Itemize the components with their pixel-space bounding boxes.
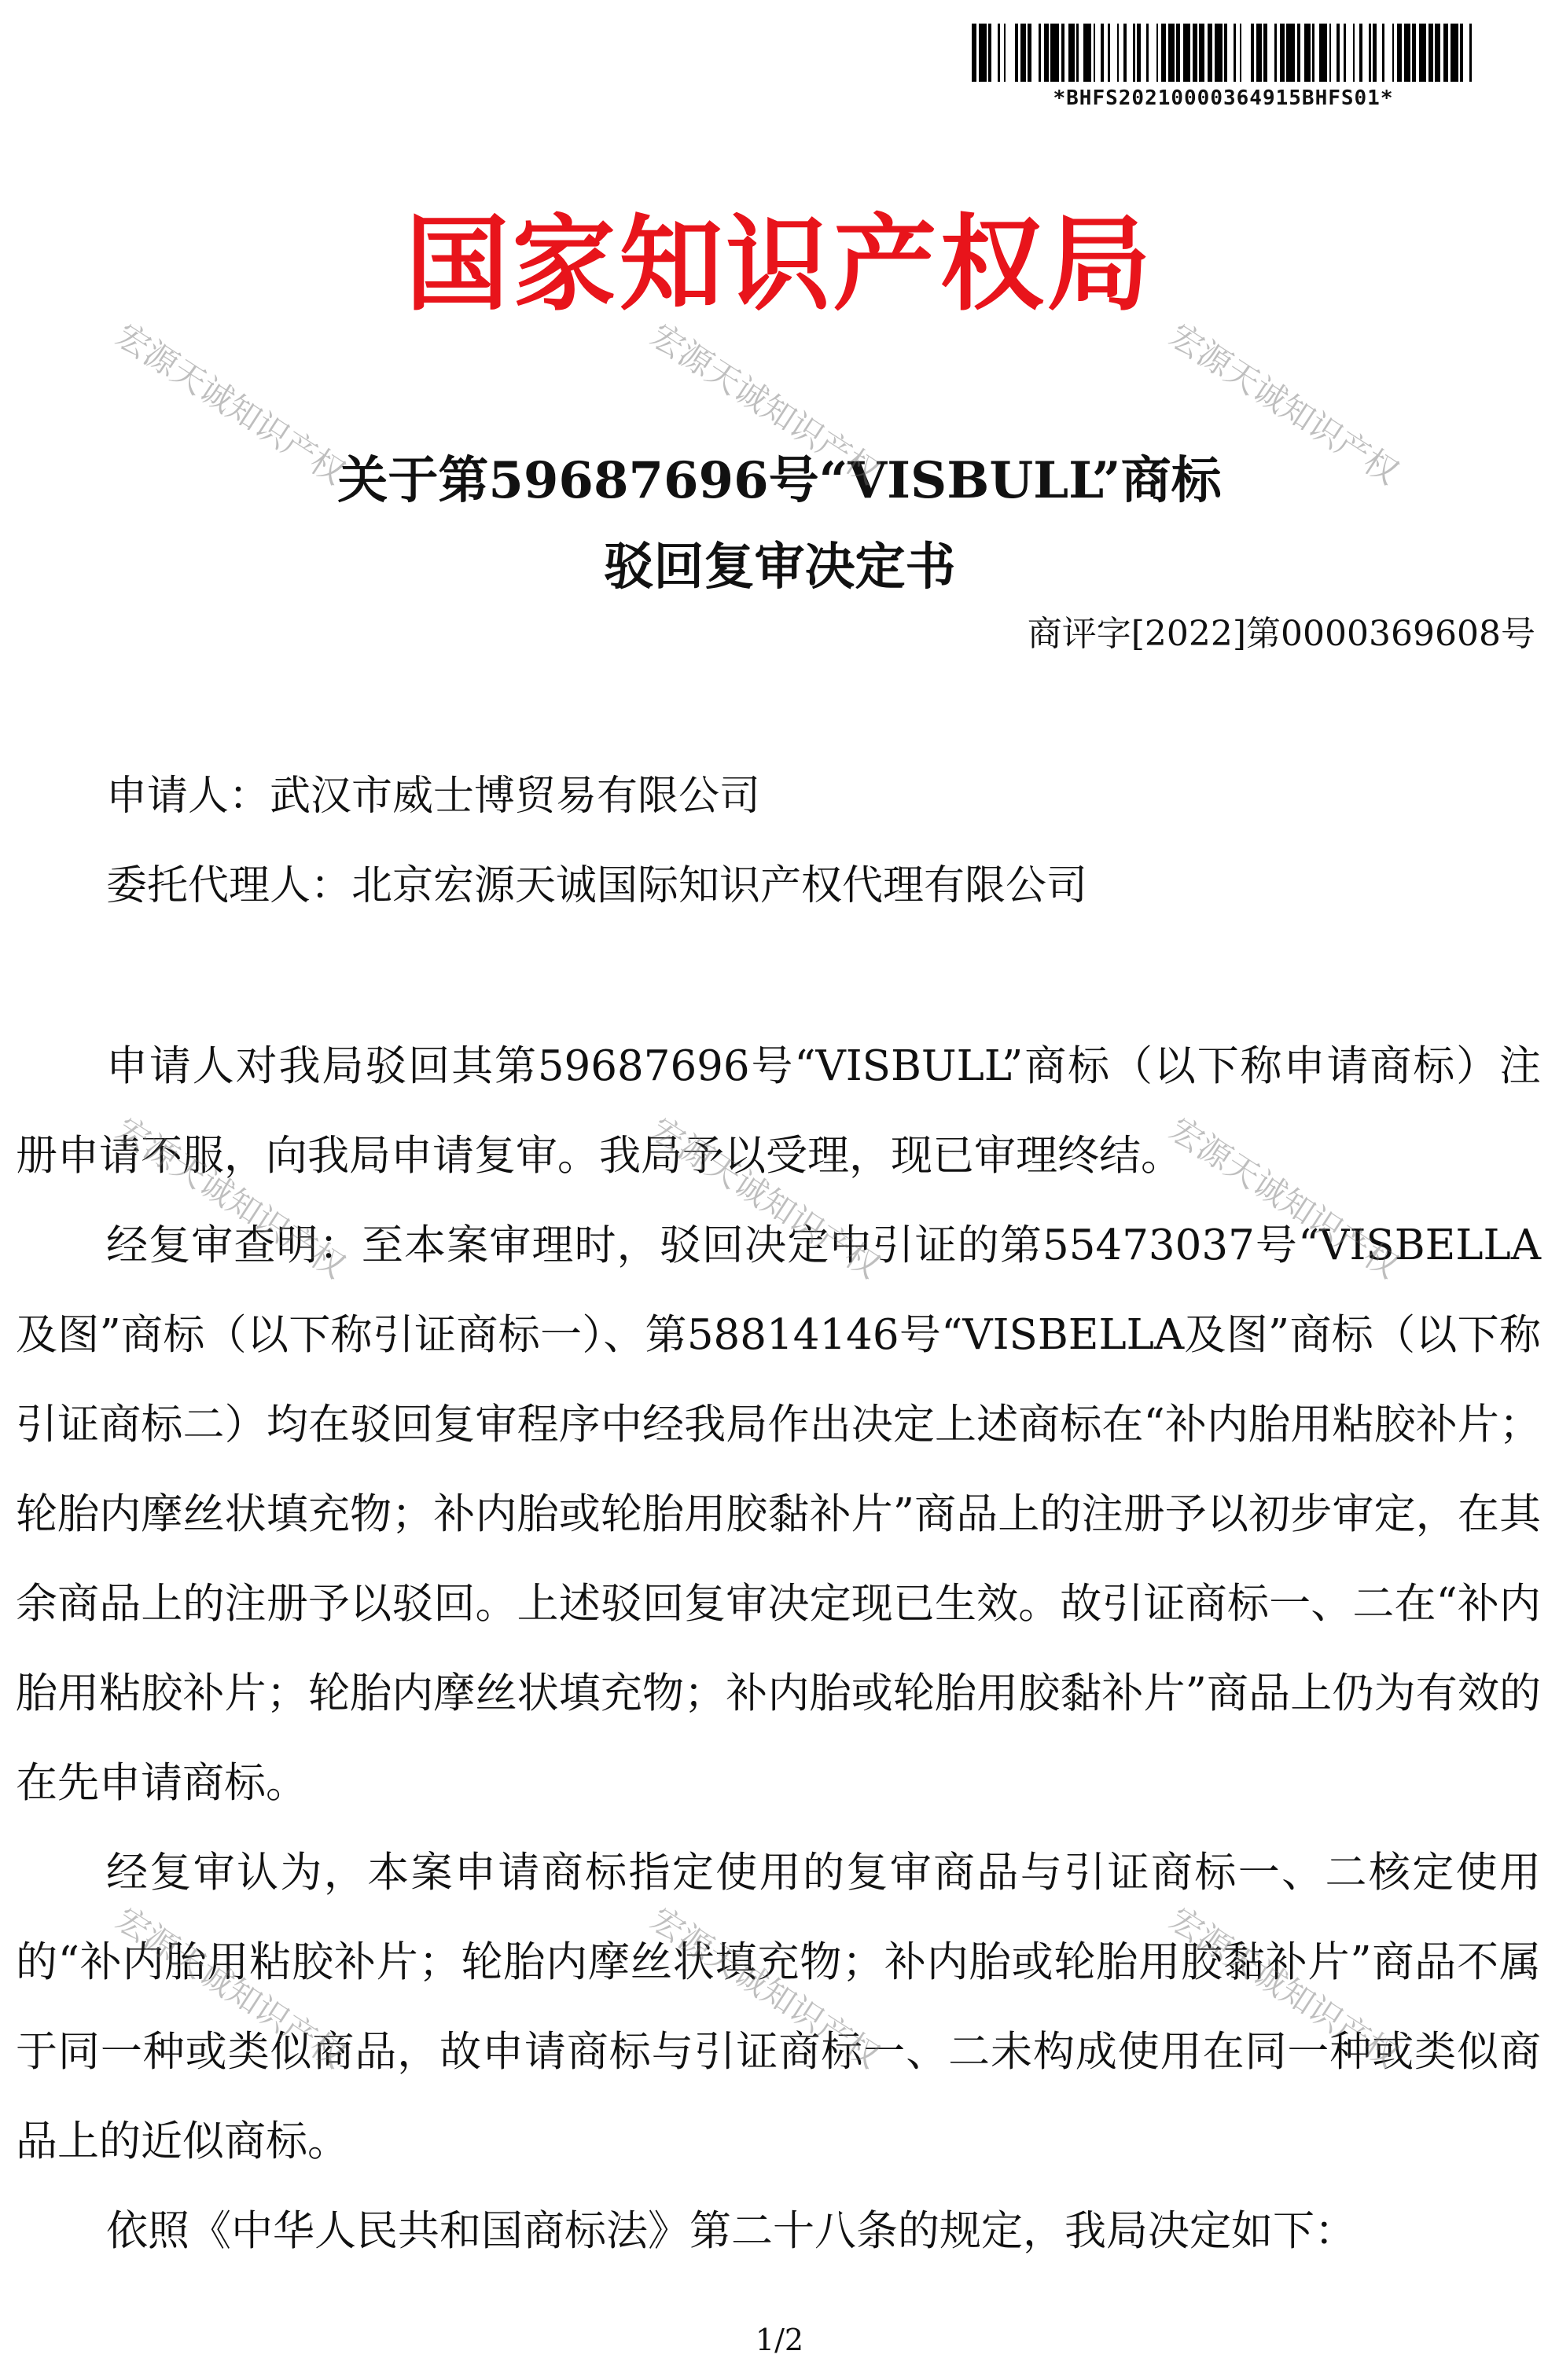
barcode-bar <box>1346 24 1353 82</box>
barcode-bar <box>1215 24 1223 82</box>
watermark: 宏源天诚知识产权 <box>108 315 352 492</box>
barcode-bars <box>972 24 1475 82</box>
decision-body <box>16 1022 1541 2276</box>
barcode-bar <box>1256 24 1262 82</box>
barcode-bar <box>1020 24 1026 82</box>
watermark: 宏源天诚知识产权 <box>1162 1109 1406 1286</box>
applicant: 申请人：武汉市威士博贸易有限公司 <box>106 773 761 820</box>
barcode-bar <box>1319 24 1327 82</box>
paragraph-intro: 申请人对我局驳回其第59687696号“VISBULL”商标（以下称申请商标）注册申请不服，向我局申请复审。我局予以受理，现已审理终结。 <box>16 1042 1541 1180</box>
agency-header: 国家知识产权局 <box>405 204 1154 325</box>
barcode-bar <box>1141 24 1146 82</box>
document-number: 商评字[2022]第0000369608号 <box>1027 614 1535 654</box>
barcode-bar <box>1267 24 1274 82</box>
barcode-bar <box>1304 24 1311 82</box>
barcode-bar <box>1149 24 1156 82</box>
barcode-bar <box>1241 24 1251 82</box>
agent: 委托代理人：北京宏源天诚国际知识产权代理有限公司 <box>106 862 1088 909</box>
barcode-bar <box>1469 24 1472 82</box>
barcode-bar <box>1183 24 1190 82</box>
barcode-bar <box>1068 24 1075 82</box>
barcode-bar <box>1419 24 1426 82</box>
watermark: 宏源天诚知识产权 <box>643 1899 887 2076</box>
barcode-bar <box>1286 24 1295 82</box>
watermark: 宏源天诚知识产权 <box>643 1109 887 1286</box>
barcode-bar <box>1451 24 1458 82</box>
barcode-bar <box>1083 24 1091 82</box>
barcode <box>972 24 1475 118</box>
barcode-bar <box>1377 24 1382 82</box>
paragraph-decision-lead: 依照《中华人民共和国商标法》第二十八条的规定，我局决定如下： <box>106 2207 1356 2255</box>
watermark: 宏源天诚知识产权 <box>108 1899 352 2076</box>
barcode-bar <box>1384 24 1392 82</box>
watermark: 宏源天诚知识产权 <box>643 315 887 492</box>
barcode-bar <box>1006 24 1015 82</box>
barcode-bar <box>1362 24 1369 82</box>
barcode-bar <box>1110 24 1117 82</box>
watermark: 宏源天诚知识产权 <box>1162 1899 1406 2076</box>
barcode-bar <box>1095 24 1101 82</box>
paragraph-findings: 经复审查明：至本案审理时，驳回决定中引证的第55473037号“VISBELLA及图”商标（以下称引证商标一）、第58814146号“VISBELLA及图”商标（以下称引证商标二）均在驳回复审程序中经我局作出决定上述商标在“补内胎用粘胶补片；轮胎内摩丝状填充物；补内胎或轮胎用胶黏补片”商品上的注册予以初步审定，在其余商品上的注册予以驳回。上述驳回复审决定现已生效。故引证商标一、二在“补内胎用粘胶补片；轮胎内摩丝状填充物；补内胎或轮胎用胶黏补片”商品上仍为有效的在先申请商标。 <box>16 1221 1541 1807</box>
watermark: 宏源天诚知识产权 <box>1162 315 1406 492</box>
page-number: 1/2 <box>755 2323 804 2357</box>
barcode-bar <box>1168 24 1175 82</box>
barcode-text: *BHFS20210000364915BHFS01* <box>1053 86 1394 110</box>
barcode-bar <box>979 24 987 82</box>
watermark: 宏源天诚知识产权 <box>108 1109 352 1286</box>
barcode-bar <box>1435 24 1440 82</box>
document-title-line1: 关于第59687696号“VISBULL”商标 <box>337 451 1222 510</box>
barcode-bar <box>1227 24 1234 82</box>
paragraph-reasoning: 经复审认为，本案申请商标指定使用的复审商品与引证商标一、二核定使用的“补内胎用粘胶补片；轮胎内摩丝状填充物；补内胎或轮胎用胶黏补片”商品不属于同一种或类似商品，故申请商标与引证商标一、二未构成使用在同一种或类似商品上的近似商标。 <box>16 1849 1541 2165</box>
barcode-bar <box>1404 24 1410 82</box>
barcode-bar <box>1127 24 1133 82</box>
barcode-bar <box>1199 24 1204 82</box>
barcode-bar <box>1050 24 1059 82</box>
barcode-bar <box>1031 24 1039 82</box>
barcode-bar <box>991 24 998 82</box>
document-title-line2: 驳回复审决定书 <box>603 538 956 597</box>
barcode-bar <box>1331 24 1337 82</box>
barcode-bar <box>1463 24 1469 82</box>
